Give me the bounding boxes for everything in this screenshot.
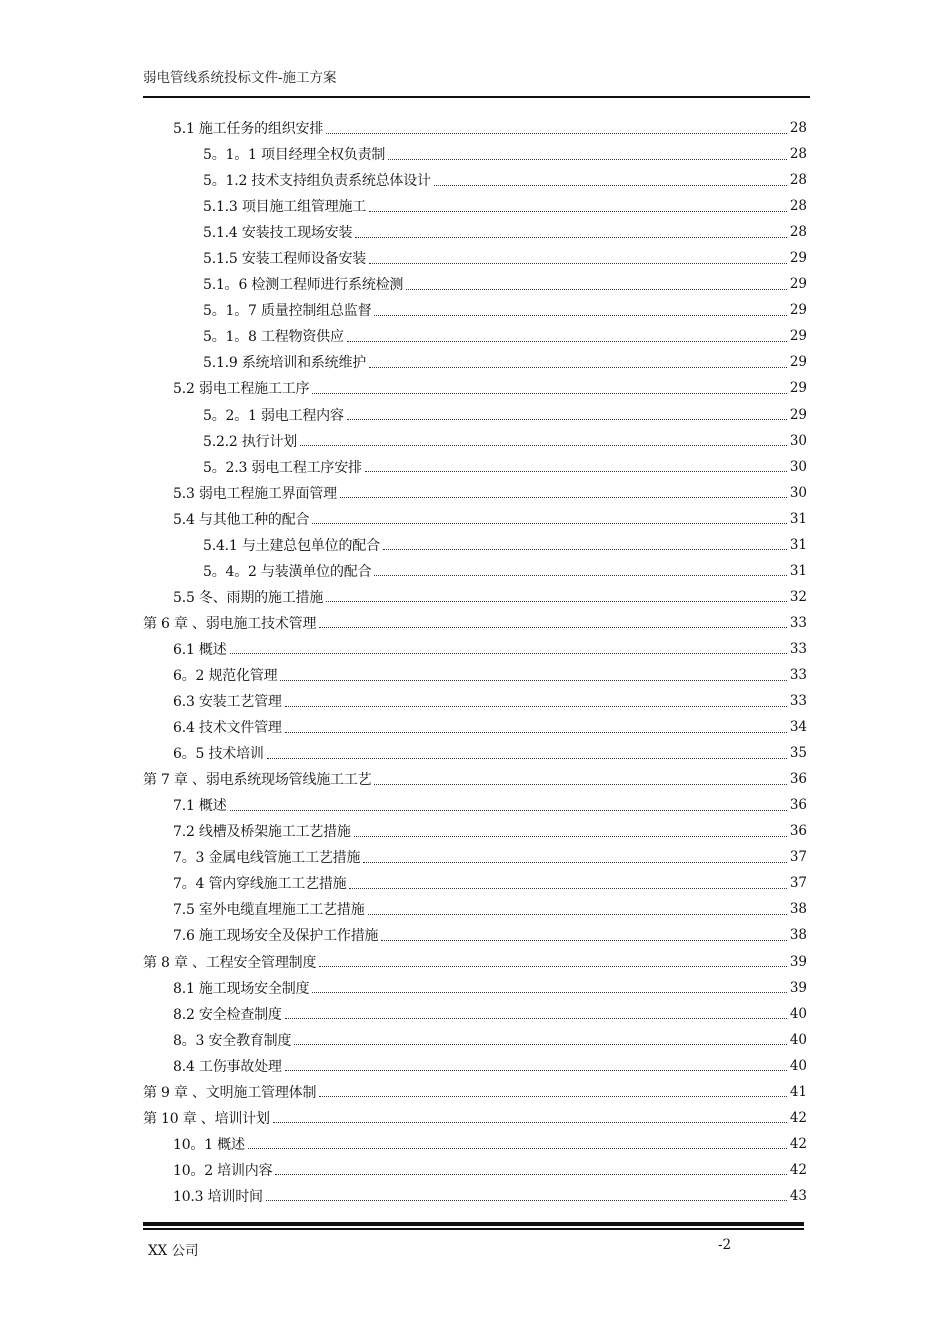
- toc-entry-page: 28: [789, 224, 807, 241]
- toc-entry-label: 7.1 概述: [173, 798, 227, 815]
- toc-entry[interactable]: [0, 480, 807, 506]
- toc-entry-page: 41: [789, 1083, 807, 1100]
- toc-entry-page: 42: [789, 1161, 807, 1178]
- toc-entry-page: 35: [789, 745, 807, 762]
- toc-entry-page: 33: [789, 693, 807, 710]
- toc-entry-label: 8。3 安全教育制度: [173, 1032, 292, 1049]
- toc-dot-leader: [248, 1147, 787, 1149]
- toc-entry[interactable]: [0, 532, 807, 558]
- toc-entry-page: 39: [789, 953, 807, 970]
- toc-dot-leader: [230, 652, 787, 654]
- table-of-contents: [0, 115, 950, 1209]
- toc-dot-leader: [374, 783, 787, 785]
- toc-entry-label: 8.1 施工现场安全制度: [173, 980, 310, 997]
- toc-entry-label: 第 6 章 、弱电施工技术管理: [143, 615, 317, 632]
- toc-entry-label: 7.5 室外电缆直埋施工工艺措施: [173, 902, 365, 919]
- toc-dot-leader: [363, 861, 787, 863]
- toc-dot-leader: [285, 705, 787, 707]
- toc-entry-label: 6.1 概述: [173, 641, 227, 658]
- toc-entry[interactable]: [0, 245, 807, 271]
- toc-entry-page: 29: [789, 250, 807, 267]
- toc-entry[interactable]: [0, 975, 807, 1001]
- toc-dot-leader: [368, 913, 787, 915]
- toc-entry[interactable]: [0, 219, 807, 245]
- toc-entry-page: 36: [789, 771, 807, 788]
- toc-entry-page: 29: [789, 406, 807, 423]
- toc-entry[interactable]: [0, 141, 807, 167]
- toc-entry-page: 40: [789, 1057, 807, 1074]
- toc-entry[interactable]: [0, 949, 807, 975]
- footer-company: XX 公司: [148, 1243, 199, 1259]
- toc-entry-label: 7.2 线槽及桥架施工工艺措施: [173, 824, 351, 841]
- toc-entry-label: 6.3 安装工艺管理: [173, 694, 282, 711]
- toc-entry-label: 5.1 施工任务的组织安排: [173, 121, 324, 138]
- toc-entry-label: 7.6 施工现场安全及保护工作措施: [173, 928, 379, 945]
- toc-entry-page: 40: [789, 1031, 807, 1048]
- toc-dot-leader: [369, 366, 787, 368]
- toc-dot-leader: [285, 731, 787, 733]
- toc-entry-label: 8.4 工伤事故处理: [173, 1058, 282, 1075]
- toc-entry-label: 5。1。7 质量控制组总监督: [203, 303, 372, 320]
- toc-entry[interactable]: [0, 636, 807, 662]
- toc-entry-page: 37: [789, 849, 807, 866]
- toc-entry[interactable]: [0, 610, 807, 636]
- toc-dot-leader: [374, 574, 787, 576]
- toc-entry-label: 8.2 安全检查制度: [173, 1006, 282, 1023]
- toc-entry-page: 31: [789, 536, 807, 553]
- toc-entry[interactable]: [0, 584, 807, 610]
- toc-dot-leader: [383, 548, 787, 550]
- toc-entry-label: 5.2 弱电工程施工工序: [173, 381, 310, 398]
- toc-entry-page: 33: [789, 667, 807, 683]
- toc-entry-page: 29: [789, 302, 807, 319]
- toc-dot-leader: [365, 470, 787, 472]
- toc-dot-leader: [300, 444, 787, 446]
- toc-dot-leader: [312, 522, 787, 524]
- toc-entry-page: 30: [789, 432, 807, 449]
- toc-dot-leader: [285, 1069, 787, 1071]
- toc-entry-page: 33: [789, 640, 807, 657]
- toc-dot-leader: [354, 835, 787, 837]
- toc-dot-leader: [374, 314, 787, 316]
- toc-entry[interactable]: [0, 506, 807, 532]
- toc-entry-label: 5.5 冬、雨期的施工措施: [173, 589, 324, 606]
- toc-entry-page: 31: [789, 562, 807, 579]
- toc-entry-page: 28: [789, 146, 807, 163]
- toc-entry-page: 34: [789, 719, 807, 736]
- toc-dot-leader: [406, 288, 787, 290]
- toc-entry-page: 37: [789, 875, 807, 892]
- toc-entry-page: 28: [789, 120, 807, 137]
- toc-entry[interactable]: [0, 1131, 807, 1157]
- toc-entry[interactable]: [0, 1183, 807, 1209]
- footer-page-number: -2: [718, 1237, 732, 1253]
- toc-dot-leader: [326, 132, 787, 134]
- toc-entry[interactable]: [0, 271, 807, 297]
- toc-dot-leader: [266, 1199, 787, 1201]
- toc-dot-leader: [285, 1017, 787, 1019]
- toc-entry-page: 29: [789, 380, 807, 397]
- toc-dot-leader: [319, 1095, 787, 1097]
- toc-entry-label: 第 10 章 、培训计划: [143, 1110, 270, 1127]
- toc-entry-label: 5.1.3 项目施工组管理施工: [203, 199, 367, 216]
- toc-entry[interactable]: [0, 870, 807, 896]
- toc-entry[interactable]: [0, 844, 807, 870]
- toc-dot-leader: [230, 809, 787, 811]
- toc-dot-leader: [369, 262, 787, 264]
- toc-entry-page: 28: [789, 172, 807, 189]
- toc-dot-leader: [267, 757, 787, 759]
- header-title: 弱电管线系统投标文件-施工方案: [143, 70, 337, 86]
- toc-dot-leader: [319, 626, 787, 628]
- toc-entry-page: 33: [789, 614, 807, 631]
- toc-dot-leader: [347, 340, 787, 342]
- toc-dot-leader: [275, 1173, 787, 1175]
- toc-entry-page: 28: [789, 198, 807, 215]
- toc-entry-page: 36: [789, 797, 807, 814]
- toc-entry-label: 5.4.1 与土建总包单位的配合: [203, 537, 380, 554]
- toc-dot-leader: [312, 392, 787, 394]
- toc-entry[interactable]: [0, 1079, 807, 1105]
- toc-dot-leader: [280, 679, 787, 681]
- toc-dot-leader: [355, 236, 787, 238]
- toc-entry-label: 5.3 弱电工程施工界面管理: [173, 485, 337, 502]
- toc-entry-label: 5.4 与其他工种的配合: [173, 511, 310, 528]
- toc-entry-label: 6.4 技术文件管理: [173, 720, 282, 737]
- toc-entry-label: 10。2 培训内容: [173, 1162, 273, 1179]
- toc-entry[interactable]: [0, 167, 807, 193]
- toc-entry[interactable]: [0, 349, 807, 375]
- toc-entry[interactable]: [0, 1053, 807, 1079]
- toc-dot-leader: [347, 418, 787, 420]
- toc-entry[interactable]: [0, 375, 807, 401]
- toc-entry-page: 30: [789, 484, 807, 501]
- toc-entry-label: 5。1。8 工程物资供应: [203, 329, 344, 346]
- toc-dot-leader: [312, 991, 787, 993]
- toc-entry[interactable]: [0, 428, 807, 454]
- toc-entry-page: 29: [789, 328, 807, 345]
- toc-entry[interactable]: [0, 1001, 807, 1027]
- toc-entry[interactable]: [0, 688, 807, 714]
- toc-dot-leader: [434, 184, 787, 186]
- toc-entry[interactable]: [0, 193, 807, 219]
- toc-entry-page: 30: [789, 458, 807, 475]
- toc-entry[interactable]: [0, 714, 807, 740]
- toc-entry-label: 5。2.3 弱电工程工序安排: [203, 459, 362, 476]
- toc-entry[interactable]: [0, 766, 807, 792]
- toc-entry[interactable]: [0, 454, 807, 480]
- toc-entry-page: 29: [789, 354, 807, 371]
- toc-entry-label: 6。2 规范化管理: [173, 668, 278, 684]
- toc-entry-page: 42: [789, 1109, 807, 1126]
- toc-entry[interactable]: [0, 896, 807, 922]
- toc-entry-label: 5.1.9 系统培训和系统维护: [203, 355, 367, 372]
- toc-entry-label: 5.1。6 检测工程师进行系统检测: [203, 277, 404, 294]
- toc-entry[interactable]: [0, 402, 807, 428]
- toc-entry[interactable]: [0, 1105, 807, 1131]
- toc-entry-page: 43: [789, 1187, 807, 1204]
- toc-dot-leader: [319, 965, 787, 967]
- toc-entry-page: 40: [789, 1005, 807, 1022]
- toc-dot-leader: [340, 496, 787, 498]
- toc-entry-label: 5.1.5 安装工程师设备安装: [203, 251, 367, 268]
- toc-entry-page: 38: [789, 901, 807, 918]
- toc-entry[interactable]: [0, 662, 807, 688]
- toc-dot-leader: [369, 210, 787, 212]
- toc-dot-leader: [294, 1043, 787, 1045]
- toc-entry[interactable]: [0, 297, 807, 323]
- toc-entry-page: 36: [789, 823, 807, 840]
- toc-entry-label: 5。1.2 技术支持组负责系统总体设计: [203, 173, 431, 190]
- toc-dot-leader: [326, 600, 787, 602]
- toc-entry-page: 39: [789, 979, 807, 996]
- toc-entry-label: 10.3 培训时间: [173, 1188, 263, 1205]
- toc-entry[interactable]: [0, 1027, 807, 1053]
- toc-entry[interactable]: [0, 558, 807, 584]
- toc-dot-leader: [381, 939, 787, 941]
- toc-entry-label: 5。2。1 弱电工程内容: [203, 407, 344, 424]
- toc-dot-leader: [349, 887, 787, 889]
- toc-entry-page: 42: [789, 1135, 807, 1152]
- toc-entry[interactable]: [0, 818, 807, 844]
- toc-entry-page: 38: [789, 927, 807, 944]
- toc-entry-label: 10。1 概述: [173, 1136, 245, 1153]
- toc-entry[interactable]: [0, 922, 807, 948]
- toc-entry[interactable]: [0, 740, 807, 766]
- toc-entry-label: 5.1.4 安装技工现场安装: [203, 225, 353, 242]
- toc-entry-label: 第 9 章 、文明施工管理体制: [143, 1084, 317, 1101]
- toc-entry-label: 7。4 管内穿线施工工艺措施: [173, 876, 347, 893]
- toc-entry[interactable]: [0, 1157, 807, 1183]
- footer-divider: [143, 1222, 804, 1226]
- toc-entry-label: 第 7 章 、弱电系统现场管线施工工艺: [143, 772, 372, 789]
- toc-entry-page: 29: [789, 276, 807, 293]
- toc-entry-page: 31: [789, 510, 807, 527]
- toc-dot-leader: [388, 158, 787, 160]
- toc-entry-label: 7。3 金属电线管施工工艺措施: [173, 850, 361, 867]
- toc-entry-label: 5。1。1 项目经理全权负责制: [203, 147, 386, 164]
- toc-dot-leader: [273, 1121, 787, 1123]
- footer-divider-thin: [143, 1228, 804, 1230]
- toc-entry[interactable]: [0, 115, 807, 141]
- toc-entry[interactable]: [0, 323, 807, 349]
- toc-entry-label: 第 8 章 、工程安全管理制度: [143, 954, 317, 971]
- toc-entry-label: 5。4。2 与装潢单位的配合: [203, 563, 372, 580]
- toc-entry[interactable]: [0, 792, 807, 818]
- toc-entry-label: 5.2.2 执行计划: [203, 433, 298, 450]
- toc-entry-label: 6。5 技术培训: [173, 746, 264, 763]
- header-divider: [143, 96, 810, 98]
- toc-entry-page: 32: [789, 588, 807, 605]
